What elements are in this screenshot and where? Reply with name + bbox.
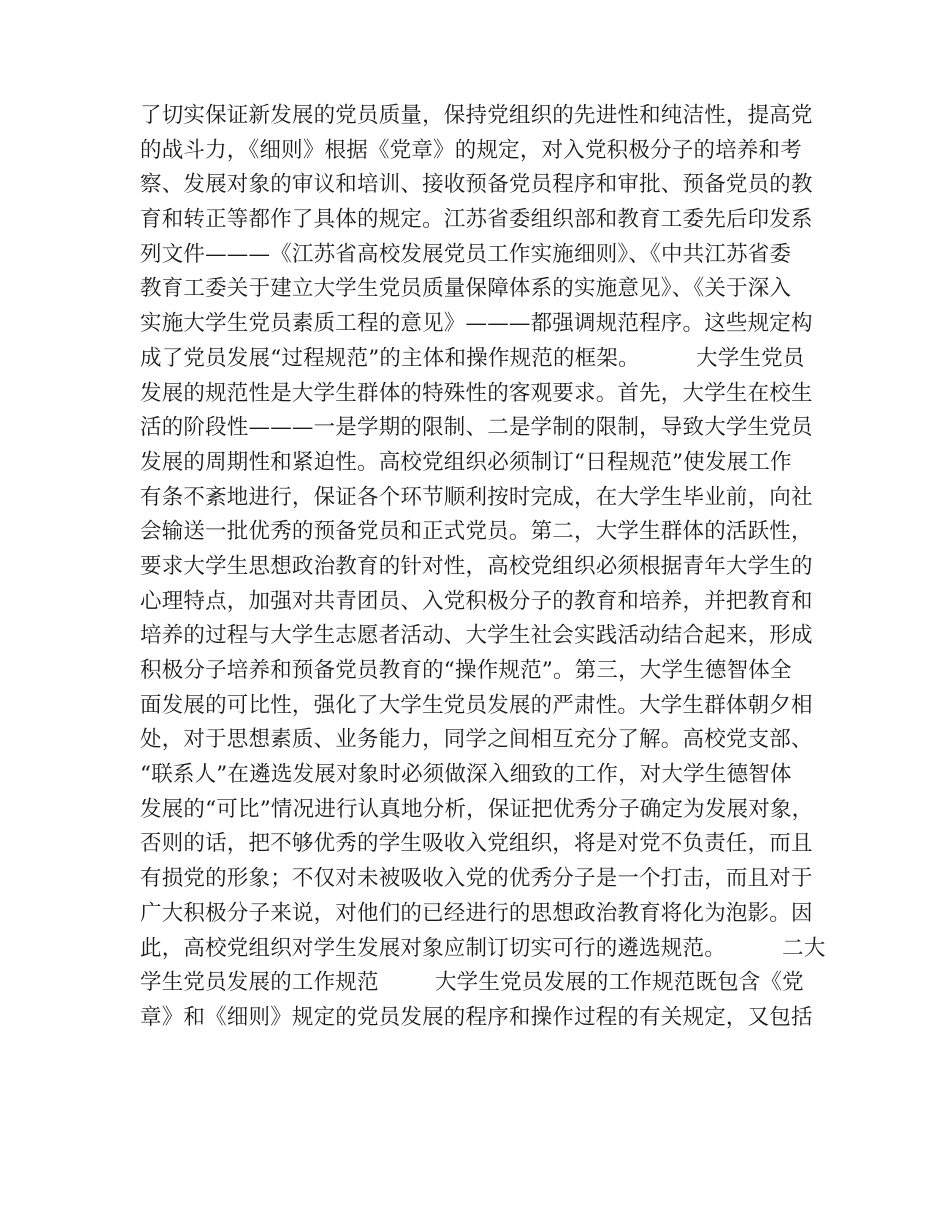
text-line: 发展的规范性是大学生群体的特殊性的客观要求。首先，大学生在校生: [140, 380, 813, 406]
text-line: “联系人”在遴选发展对象时必须做深入细致的工作，对大学生德智体: [140, 762, 792, 788]
text-line: 章》和《细则》规定的党员发展的程序和操作过程的有关规定，又包括: [140, 1004, 813, 1030]
text-line: 会输送一批优秀的预备党员和正式党员。第二，大学生群体的活跃性，: [140, 519, 813, 545]
text-line: 育和转正等都作了具体的规定。江苏省委组织部和教育工委先后印发系: [140, 207, 813, 233]
text-line: 发展的周期性和紧迫性。高校党组织必须制订“日程规范”使发展工作: [140, 449, 792, 475]
text-line: 的战斗力，《细则》根据《党章》的规定，对入党积极分子的培养和考: [140, 137, 802, 163]
text-line: 培养的过程与大学生志愿者活动、大学生社会实践活动结合起来，形成: [140, 623, 813, 649]
text-line: 否则的话，把不够优秀的学生吸收入党组织，将是对党不负责任，而且: [140, 831, 813, 857]
text-line: 心理特点，加强对共青团员、入党积极分子的教育和培养，并把教育和: [140, 588, 813, 614]
text-line: 了切实保证新发展的党员质量，保持党组织的先进性和纯洁性，提高党: [140, 103, 813, 128]
text-line: 广大积极分子来说，对他们的已经进行的思想政治教育将化为泡影。因: [140, 900, 813, 926]
text-line: 教育工委关于建立大学生党员质量保障体系的实施意见》、《关于深入: [140, 276, 792, 302]
text-line: 积极分子培养和预备党员教育的“操作规范”。第三，大学生德智体全: [140, 658, 792, 683]
text-line: 发展的“可比”情况进行认真地分析，保证把优秀分子确定为发展对象，: [140, 796, 814, 822]
text-line: 察、发展对象的审议和培训、接收预备党员程序和审批、预备党员的教: [140, 172, 813, 198]
text-line: 此，高校党组织对学生发展对象应制订切实可行的遴选规范。 二大: [140, 935, 826, 961]
text-line: 要求大学生思想政治教育的针对性，高校党组织必须根据青年大学生的: [140, 553, 813, 579]
text-line: 成了党员发展“过程规范”的主体和操作规范的框架。 大学生党员: [140, 345, 805, 371]
text-line: 实施大学生党员素质工程的意见》———都强调规范程序。这些规定构: [140, 311, 813, 337]
text-line: 面发展的可比性，强化了大学生党员发展的严肃性。大学生群体朝夕相: [140, 692, 813, 718]
text-line: 活的阶段性———一是学期的限制、二是学制的限制，导致大学生党员: [140, 415, 813, 441]
text-line: 处，对于思想素质、业务能力，同学之间相互充分了解。高校党支部、: [140, 727, 813, 753]
text-line: 列文件———《江苏省高校发展党员工作实施细则》、《中共江苏省委: [140, 241, 792, 267]
text-line: 有损党的形象；不仅对未被吸收入党的优秀分子是一个打击，而且对于: [140, 866, 813, 892]
text-line: 学生党员发展的工作规范 大学生党员发展的工作规范既包含《党: [140, 970, 804, 996]
text-line: 有条不紊地进行，保证各个环节顺利按时完成，在大学生毕业前，向社: [140, 484, 813, 510]
body-text: [140, 99, 840, 1036]
